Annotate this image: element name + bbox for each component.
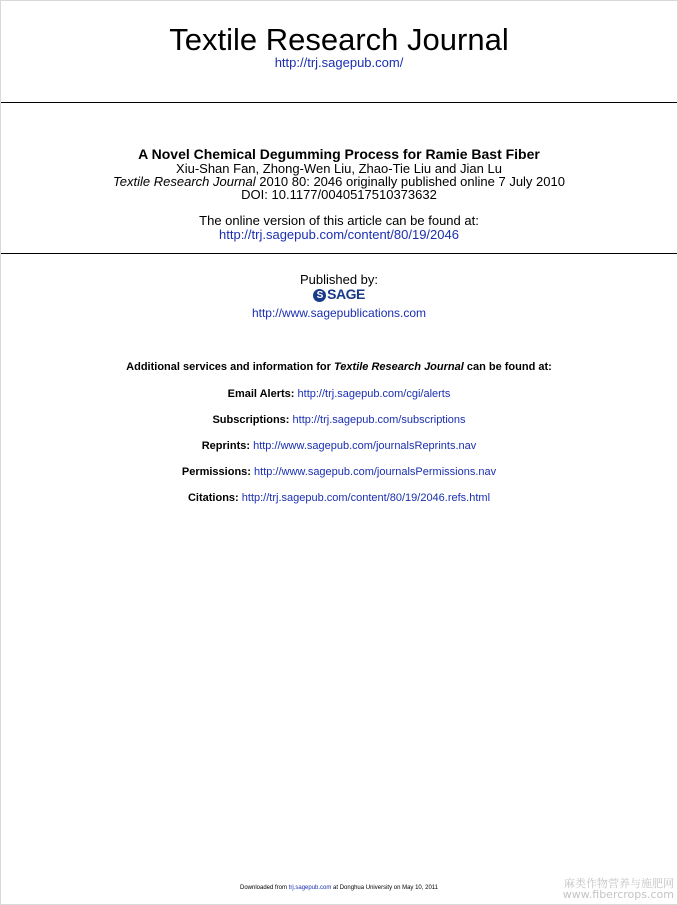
email-alerts-link[interactable]: http://trj.sagepub.com/cgi/alerts xyxy=(297,388,451,400)
sage-logo-mark-icon: S xyxy=(313,289,326,302)
article-authors: Xiu-Shan Fan, Zhong-Wen Liu, Zhao-Tie Liu and Jian Lu xyxy=(176,161,502,176)
footer-link[interactable]: trj.sagepub.com xyxy=(288,885,332,891)
reprints-link[interactable]: http://www.sagepub.com/journalsReprints.nav xyxy=(253,440,477,452)
service-citations xyxy=(0,492,678,504)
online-version-url-line xyxy=(0,227,678,242)
service-label: Email Alerts: xyxy=(227,388,295,400)
online-version-intro: The online version of this article can be found at: xyxy=(199,213,479,228)
watermark-cn: 麻类作物营养与施肥网 xyxy=(564,877,674,890)
services-intro-suffix: can be found at: xyxy=(463,361,552,373)
service-reprints xyxy=(0,440,678,452)
service-subscriptions xyxy=(0,414,678,426)
services-intro-prefix: Additional services and information for xyxy=(126,361,334,373)
sage-logo[interactable] xyxy=(0,286,678,302)
section-divider xyxy=(1,253,677,254)
service-email-alerts xyxy=(0,388,678,400)
journal-url-link[interactable]: http://trj.sagepub.com/ xyxy=(274,55,404,70)
footer-prefix: Downloaded from xyxy=(239,885,289,891)
service-label: Permissions: xyxy=(181,466,251,478)
citation-journal: Textile Research Journal xyxy=(113,174,256,189)
citations-link[interactable]: http://trj.sagepub.com/content/80/19/2046.refs.html xyxy=(241,492,491,504)
service-label: Subscriptions: xyxy=(212,414,290,426)
service-label: Citations: xyxy=(187,492,239,504)
online-version-link[interactable]: http://trj.sagepub.com/content/80/19/2046 xyxy=(219,227,459,242)
service-label: Reprints: xyxy=(201,440,251,452)
journal-url-line xyxy=(0,55,678,70)
publisher-url-line xyxy=(0,306,678,320)
article-doi: DOI: 10.1177/0040517510373632 xyxy=(241,187,437,202)
services-intro-journal: Textile Research Journal xyxy=(333,361,464,373)
published-by-label: Published by: xyxy=(299,272,379,287)
footer-suffix: at Donghua University on May 10, 2011 xyxy=(331,885,439,891)
header-divider xyxy=(1,102,677,103)
publisher-link[interactable]: http://www.sagepublications.com xyxy=(251,306,427,320)
service-permissions xyxy=(0,466,678,478)
sage-logo-text: SAGE xyxy=(327,286,365,302)
services-intro xyxy=(0,361,678,373)
subscriptions-link[interactable]: http://trj.sagepub.com/subscriptions xyxy=(292,414,466,426)
permissions-link[interactable]: http://www.sagepub.com/journalsPermissions.nav xyxy=(254,466,497,478)
citation-details: 2010 80: 2046 originally published online 7 July 2010 xyxy=(255,174,565,189)
journal-title: Textile Research Journal xyxy=(169,22,509,57)
article-title: A Novel Chemical Degumming Process for Ramie Bast Fiber xyxy=(138,146,540,162)
watermark-url: www.fibercrops.com xyxy=(562,888,674,901)
